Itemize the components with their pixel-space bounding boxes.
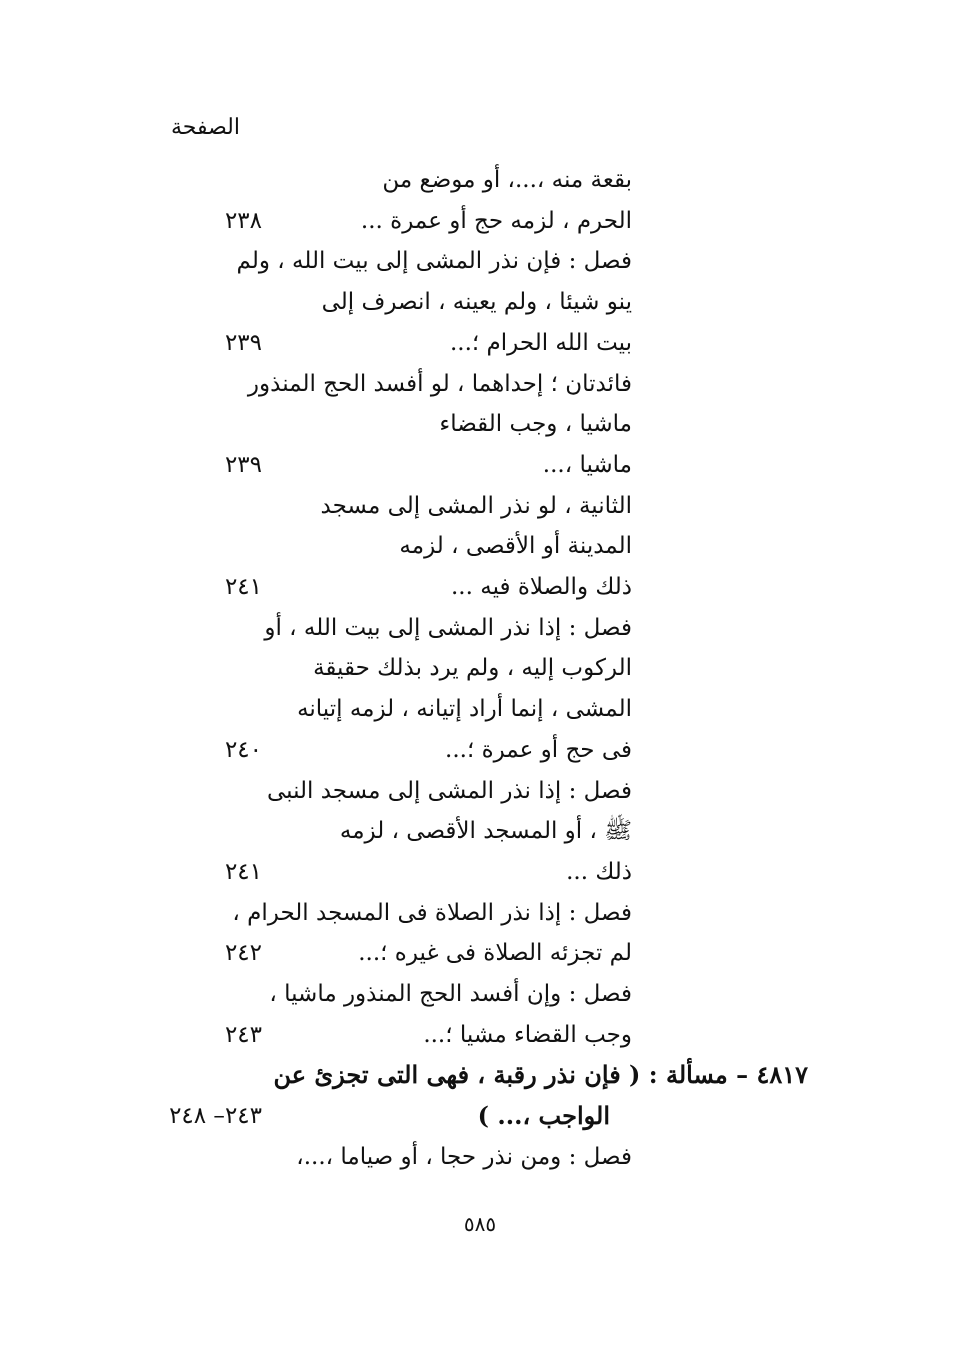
page-column-header: الصفحة [170,115,240,140]
toc-page-number: ٢٤٣ [224,1022,262,1048]
toc-page-number: ٢٤٢ [224,940,262,966]
toc-entry-text: ﷺ ، أو المسجد الأقصى ، لزمه [339,818,632,844]
toc-entry-text: لم تجزئه الصلاة فى غيره ؛... [358,940,632,966]
toc-page-number: ٢٣٩ [224,330,262,356]
toc-entry-text: فصل : فإن نذر المشى إلى بيت الله ، ولم [236,248,632,274]
page-number: ٥٨٥ [463,1212,497,1236]
toc-entry-text: فصل : إذا نذر المشى إلى مسجد النبى [266,778,632,804]
toc-entry-text: فى حج أو عمرة ؛... [445,737,632,763]
toc-entry-text: ٤٨١٧ – مسألة : ( فإن نذر رقبة ، فهى التى تجزئ عن [273,1060,808,1089]
toc-page-number: ٢٤١ [224,574,262,600]
toc-entry-text: ماشيا ، وجب القضاء [439,411,632,437]
toc-entry-text: المدينة أو الأقصى ، لزمه [399,533,632,559]
toc-page-number: ٢٣٩ [224,452,262,478]
toc-entry-text: الثانية ، لو نذر المشى إلى مسجد [320,493,632,519]
toc-entry-text: فصل : ومن نذر حجا ، أو صياما ،...، [296,1144,632,1170]
toc-entry-text: فائدتان ؛ إحداهما ، لو أفسد الحج المنذور [247,371,632,397]
toc-entry-text: المشى ، إنما أراد إتيانه ، لزمه إتيانه [297,696,632,722]
toc-entry-text: ذلك والصلاة فيه ... [451,574,632,600]
toc-entry-text: بيت الله الحرام ؛... [449,330,632,356]
toc-entry-text: الحرم ، لزمه حج أو عمرة ... [360,208,632,234]
toc-entry-text: ذلك ... [566,859,632,885]
toc-entry-text: ماشيا ،... [542,452,632,478]
toc-entry-text: ينو شيئا ، ولم يعينه ، انصرف إلى [321,289,632,315]
toc-page-number: ٢٤٠ [224,737,262,763]
toc-entry-text: الواجب ،... ) [477,1101,610,1130]
toc-entry-text: فصل : إذا نذر المشى إلى بيت الله ، أو [264,615,632,641]
toc-entry-text: الركوب إليه ، ولم يرد بذلك حقيقة [313,655,632,681]
toc-entry-text: فصل : إذا نذر الصلاة فى المسجد الحرام ، [232,900,632,926]
toc-entry-text: بقعة منه ،...، أو موضع من [382,167,632,193]
toc-page-number: ٢٤٣– ٢٤٨ [169,1103,262,1129]
toc-page-number: ٢٣٨ [224,208,262,234]
toc-page-number: ٢٤١ [224,859,262,885]
toc-entry-text: وجب القضاء مشيا ؛... [423,1022,632,1048]
toc-entry-text: فصل : وإن أفسد الحج المنذور ماشيا ، [269,981,632,1007]
